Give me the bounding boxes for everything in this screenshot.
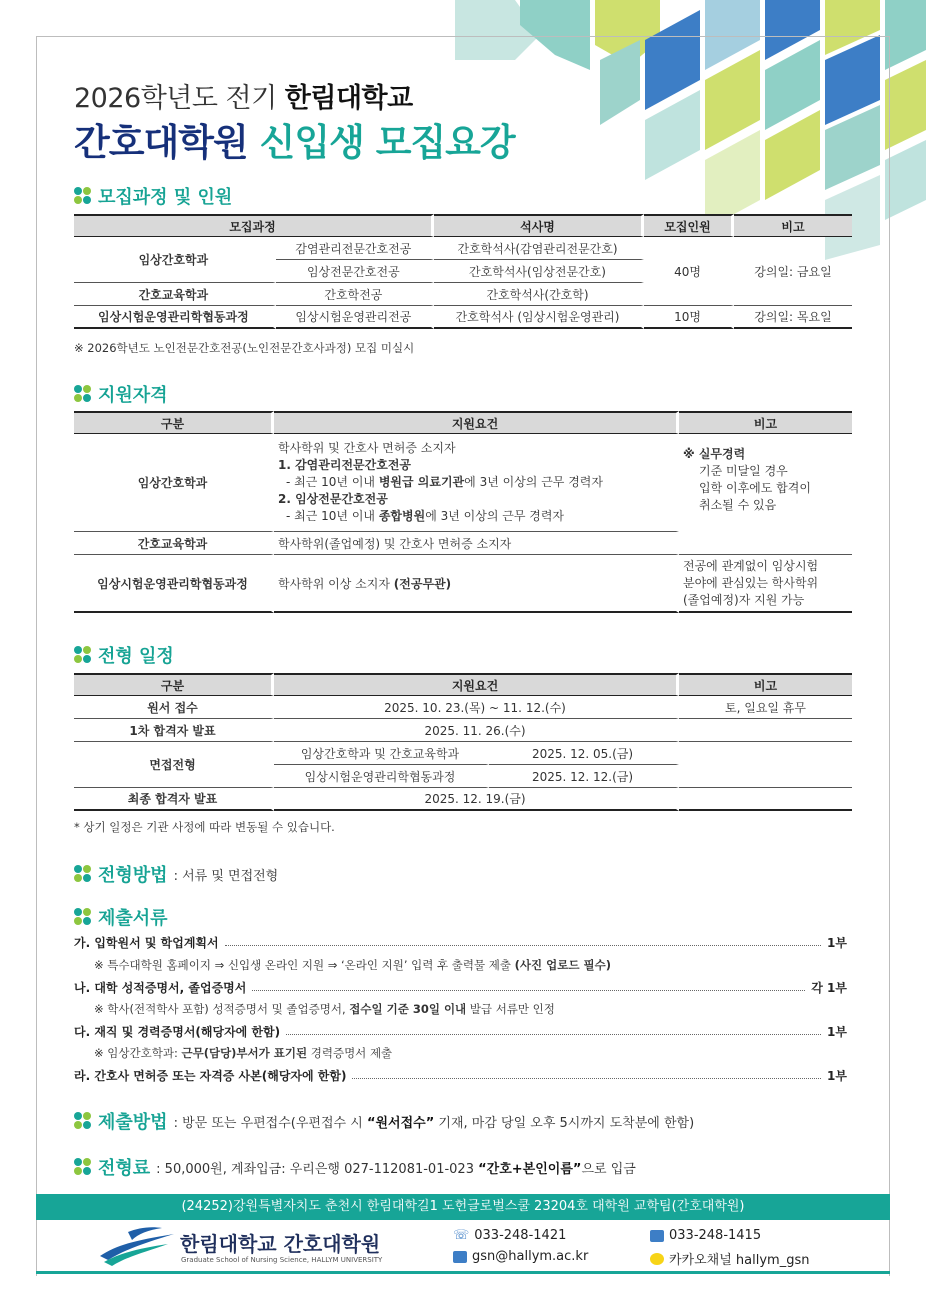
contact-kakao[interactable]: 카카오채널 hallym_gsn [650, 1249, 809, 1268]
th-note: 비고 [679, 411, 852, 434]
recruit-table [74, 214, 852, 329]
th-degree: 석사명 [434, 214, 644, 237]
hallym-logo-icon [98, 1226, 176, 1266]
section-bullet-icon [74, 1112, 92, 1130]
th-requirement: 지원요건 [274, 673, 679, 696]
qual-req-edu: 학사학위(졸업예정) 및 간호사 면허증 소지자 [274, 532, 679, 555]
qual-dept-trial: 임상시험운영관리학협동과정 [74, 555, 274, 613]
section-bullet-icon [74, 1158, 92, 1176]
th-category: 구분 [74, 411, 274, 434]
section-recruit-title: 모집과정 및 인원 [74, 183, 232, 209]
doc-item-2: 나. 대학 성적증명서, 졸업증명서 각 1부 [74, 981, 847, 995]
dept-clinical: 임상간호학과 [74, 237, 276, 283]
th-note: 비고 [679, 673, 852, 696]
doc-sub-1: ※ 특수대학원 홈페이지 ⇒ 신입생 온라인 지원 ⇒ ‘온라인 지원’ 입력 후 출력물 제출 (사진 업로드 필수) [94, 958, 611, 972]
sched-final-label: 최종 합격자 발표 [74, 788, 274, 811]
doc-sub-3: ※ 임상간호학과: 근무(담당)부서가 표기된 경력증명서 제출 [94, 1046, 393, 1060]
sched-interview-b-name: 임상시험운영관리학협동과정 [274, 765, 489, 788]
degree-clinical: 간호학석사(임상전문간호) [434, 260, 644, 283]
qual-table [74, 411, 852, 613]
sched-first-label: 1차 합격자 발표 [74, 719, 274, 742]
section-bullet-icon [74, 187, 92, 205]
doc-item-4: 라. 간호사 면허증 또는 자격증 사본(해당자에 한함) 1부 [74, 1069, 847, 1083]
degree-edu: 간호학석사(간호학) [434, 283, 644, 306]
th-note: 비고 [734, 214, 852, 237]
section-fee-title: 전형료 : 50,000원, 계좌입금: 우리은행 027-112081-01-023 “간호+본인이름”으로 입금 [74, 1154, 636, 1180]
section-bullet-icon [74, 908, 92, 926]
qual-note-trial: 전공에 관계없이 임상시험 분야에 관심있는 학사학위 (졸업예정)자 지원 가능 [679, 555, 852, 613]
contact-email[interactable]: gsn@hallym.ac.kr [453, 1249, 588, 1264]
submit-desc: : 방문 또는 우편접수(우편접수 시 “원서접수” 기재, 마감 당일 오후 5시까지 도착분에 한함) [173, 1115, 695, 1131]
th-count: 모집인원 [644, 214, 734, 237]
section-qual-title: 지원자격 [74, 381, 168, 407]
logo-subtitle: Graduate School of Nursing Science, HALLYM UNIVERSITY [181, 1256, 383, 1264]
doc-sub-2: ※ 학사(전적학사 포함) 성적증명서 및 졸업증명서, 접수일 기준 30일 이내 발급 서류만 인정 [94, 1002, 555, 1016]
method-desc: : 서류 및 면접전형 [173, 868, 279, 884]
sched-apply-label: 원서 접수 [74, 696, 274, 719]
section-method-title: 전형방법 : 서류 및 면접전형 [74, 861, 278, 887]
sched-apply-date: 2025. 10. 23.(목) ~ 11. 12.(수) [274, 696, 679, 719]
logo-name: 한림대학교 간호대학원 [180, 1232, 381, 1256]
major-clinical: 임상전문간호전공 [276, 260, 434, 283]
dept-edu: 간호교육학과 [74, 283, 276, 306]
table-cell [679, 719, 852, 742]
kakao-icon [650, 1253, 664, 1265]
phone-icon: ☏ [453, 1228, 470, 1243]
schedule-table [74, 673, 852, 811]
count-10: 10명 [644, 306, 734, 329]
footer-line [36, 1271, 890, 1274]
sched-interview-label: 면접전형 [74, 742, 274, 788]
count-40: 40명 [644, 237, 734, 306]
th-category: 구분 [74, 673, 274, 696]
qual-note-clinical: ※ 실무경력 기준 미달일 경우 입학 이후에도 합격이 취소될 수 있음 [679, 434, 852, 555]
contact-fax: 033-248-1415 [650, 1228, 761, 1243]
table-cell [679, 788, 852, 811]
major-trial: 임상시험운영관리전공 [276, 306, 434, 329]
mail-icon [453, 1251, 467, 1263]
sched-interview-a-date: 2025. 12. 05.(금) [489, 742, 679, 765]
title-line1: 2026학년도 전기 한림대학교 [74, 83, 413, 114]
qual-req-trial: 학사학위 이상 소지자 (전공무관) [274, 555, 679, 613]
qual-dept-clinical: 임상간호학과 [74, 434, 274, 532]
section-bullet-icon [74, 646, 92, 664]
schedule-footnote: * 상기 일정은 기관 사정에 따라 변동될 수 있습니다. [74, 820, 335, 834]
footer-address: (24252)강원특별자치도 춘천시 한림대학길1 도헌글로벌스쿨 23204호 대학원 교학팀(간호대학원) [36, 1194, 890, 1220]
title-line2: 간호대학원 신입생 모집요강 [74, 121, 515, 164]
section-bullet-icon [74, 385, 92, 403]
qual-dept-edu: 간호교육학과 [74, 532, 274, 555]
table-cell [679, 742, 852, 788]
degree-trial: 간호학석사 (임상시험운영관리) [434, 306, 644, 329]
doc-item-1: 가. 입학원서 및 학업계획서 1부 [74, 936, 847, 950]
sched-first-date: 2025. 11. 26.(수) [274, 719, 679, 742]
major-edu: 간호학전공 [276, 283, 434, 306]
doc-item-3: 다. 재직 및 경력증명서(해당자에 한함) 1부 [74, 1025, 847, 1039]
recruit-footnote: ※ 2026학년도 노인전문간호전공(노인전문간호사과정) 모집 미실시 [74, 341, 415, 355]
th-requirement: 지원요건 [274, 411, 679, 434]
major-infection: 감염관리전문간호전공 [276, 237, 434, 260]
fee-desc: : 50,000원, 계좌입금: 우리은행 027-112081-01-023 “간호+본인이름”으로 입금 [156, 1161, 636, 1177]
th-course: 모집과정 [74, 214, 434, 237]
section-submit-title: 제출방법 : 방문 또는 우편접수(우편접수 시 “원서접수” 기재, 마감 당일 오후 5시까지 도착분에 한함) [74, 1108, 694, 1134]
section-bullet-icon [74, 865, 92, 883]
dept-trial: 임상시험운영관리학협동과정 [74, 306, 276, 329]
qual-req-clinical: 학사학위 및 간호사 면허증 소지자 1. 감염관리전문간호전공 - 최근 10년 이내 병원급 의료기관에 3년 이상의 근무 경력자 2. 임상전문간호전공 - 최근 10년 이내 종합병원에 3년 이상의 근무 경력자 [274, 434, 679, 532]
sched-apply-note: 토, 일요일 휴무 [679, 696, 852, 719]
note-thursday: 강의일: 목요일 [734, 306, 852, 329]
note-friday: 강의일: 금요일 [734, 237, 852, 306]
section-docs-title: 제출서류 [74, 904, 168, 930]
sched-final-date: 2025. 12. 19.(금) [274, 788, 679, 811]
section-schedule-title: 전형 일정 [74, 642, 174, 668]
fax-icon [650, 1230, 664, 1242]
degree-infection: 간호학석사(감염관리전문간호) [434, 237, 644, 260]
contact-phone: ☏ 033-248-1421 [453, 1228, 567, 1243]
sched-interview-b-date: 2025. 12. 12.(금) [489, 765, 679, 788]
sched-interview-a-name: 임상간호학과 및 간호교육학과 [274, 742, 489, 765]
